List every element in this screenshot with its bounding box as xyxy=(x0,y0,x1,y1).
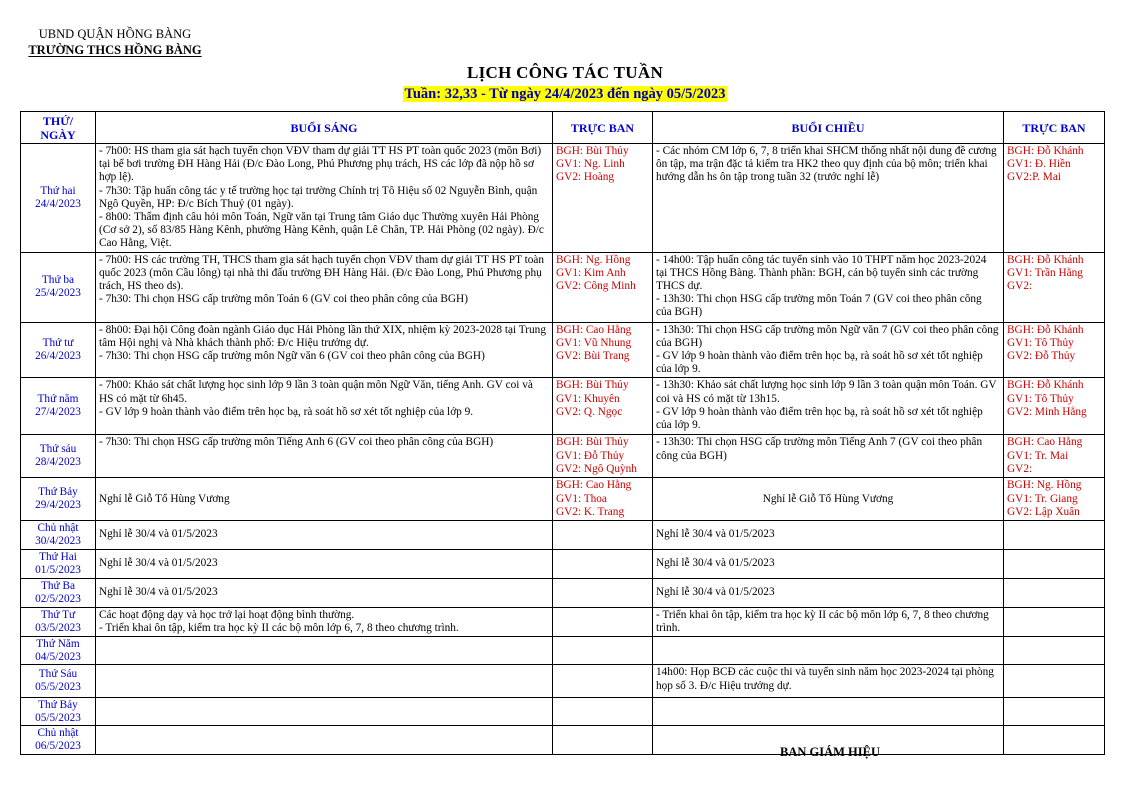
week-range-text: Tuần: 32,33 - Từ ngày 24/4/2023 đến ngày 05/5/2023 xyxy=(404,86,726,102)
table-row xyxy=(21,665,1105,698)
activity-line: - 7h00: HS các trường TH, THCS tham gia sát hạch tuyển chọn VĐV tham dự giải TT HS PT toàn quốc 2023 (môn Cầu lông) tại nhà thi đấu trường ĐH Hàng Hải. (Đ/c Đào Long, Phú Phương phụ trách, HS theo ds). xyxy=(99,253,545,293)
activity-line: Nghỉ lễ Giỗ Tổ Hùng Vương xyxy=(762,492,894,505)
day-cell xyxy=(21,550,96,579)
table-row xyxy=(21,478,1105,521)
day-date: 05/5/2023 xyxy=(35,681,81,694)
duty-afternoon-cell xyxy=(1004,608,1105,637)
table-row xyxy=(21,698,1105,726)
duty-entry: BGH: Bùi Thủy xyxy=(556,436,629,449)
activity-line: - 7h00: Khảo sát chất lượng học sinh lớp 9 lần 3 toàn quận môn Ngữ Văn, tiếng Anh. GV coi và HS có mặt từ 6h45. xyxy=(99,379,533,405)
activity-line: - 7h30: Tập huấn công tác y tế trường học tại trường Chính trị Tô Hiệu số 02 Nguyễn Bình, quận Ngô Quyền, HP: Đ/c Bích Thuỷ (01 ngày). xyxy=(99,184,538,210)
activity-line: - 13h30: Thi chọn HSG cấp trường môn Toán 7 (GV coi theo phân công của BGH) xyxy=(656,293,982,319)
duty-morning-cell xyxy=(553,579,653,608)
table-row xyxy=(21,637,1105,665)
day-date: 05/5/2023 xyxy=(35,711,81,724)
duty-entry: GV1: Tô Thủy xyxy=(1007,336,1074,349)
duty-entry: GV1: Tô Thủy xyxy=(1007,392,1074,405)
afternoon-cell xyxy=(653,435,1004,478)
table-row xyxy=(21,579,1105,608)
day-date: 06/5/2023 xyxy=(35,740,81,753)
day-date: 04/5/2023 xyxy=(35,650,81,663)
col-duty-afternoon-header: TRỰC BAN xyxy=(1004,112,1105,144)
afternoon-cell xyxy=(653,478,1004,521)
activity-line: - 7h30: Thi chọn HSG cấp trường môn Tiếng Anh 6 (GV coi theo phân công của BGH) xyxy=(99,436,494,449)
activity-line: - GV lớp 9 hoàn thành vào điểm trên học bạ, rà soát hồ sơ xét tốt nghiệp của lớp 9. xyxy=(656,405,983,432)
table-row xyxy=(21,521,1105,550)
duty-entry: BGH: Cao Hằng xyxy=(556,479,632,492)
activity-line: - 13h30: Thi chọn HSG cấp trường môn Ngữ văn 7 (GV coi theo phân công của BGH) xyxy=(656,323,999,349)
duty-entry: GV1: Trần Hằng xyxy=(1007,266,1083,279)
day-cell xyxy=(21,665,96,698)
morning-cell xyxy=(96,322,553,378)
duty-entry: BGH: Đỗ Khánh xyxy=(1007,253,1084,266)
duty-entry: BGH: Ng. Hồng xyxy=(556,253,631,266)
duty-afternoon-cell xyxy=(1004,478,1105,521)
duty-entry: GV2: xyxy=(1007,280,1033,293)
duty-afternoon-cell xyxy=(1004,322,1105,378)
morning-cell xyxy=(96,550,553,579)
day-cell xyxy=(21,478,96,521)
table-row xyxy=(21,144,1105,253)
day-name: Thứ Năm xyxy=(36,637,80,650)
day-date: 26/4/2023 xyxy=(35,350,81,363)
col-afternoon-header: BUỔI CHIỀU xyxy=(653,112,1004,144)
afternoon-cell xyxy=(653,521,1004,550)
duty-afternoon-cell xyxy=(1004,637,1105,665)
duty-entry: GV2: Công Minh xyxy=(556,280,636,293)
table-row xyxy=(21,435,1105,478)
duty-entry: GV2: Lập Xuân xyxy=(1007,505,1080,518)
day-cell xyxy=(21,378,96,435)
morning-cell xyxy=(96,698,553,726)
duty-morning-cell xyxy=(553,478,653,521)
duty-morning-cell xyxy=(553,435,653,478)
duty-entry: GV1: Khuyên xyxy=(556,392,620,405)
afternoon-cell xyxy=(653,378,1004,435)
duty-entry: GV1: Tr. Giang xyxy=(1007,492,1078,505)
duty-afternoon-cell xyxy=(1004,144,1105,253)
afternoon-cell xyxy=(653,665,1004,698)
duty-morning-cell xyxy=(553,665,653,698)
page-title: LỊCH CÔNG TÁC TUẦN xyxy=(466,63,664,82)
table-body xyxy=(21,144,1105,755)
day-cell xyxy=(21,322,96,378)
afternoon-cell xyxy=(653,322,1004,378)
day-name: Thứ Bảy xyxy=(38,486,78,499)
day-name: Thứ tư xyxy=(42,336,74,349)
day-name: Thứ Ba xyxy=(40,579,76,592)
duty-afternoon-cell xyxy=(1004,665,1105,698)
table-row xyxy=(21,252,1105,322)
duty-entry: BGH: Đỗ Khánh xyxy=(1007,379,1084,392)
duty-entry: GV2: Ngô Quỳnh xyxy=(556,462,637,475)
afternoon-cell xyxy=(653,579,1004,608)
activity-line: - GV lớp 9 hoàn thành vào điểm trên học bạ, rà soát hồ sơ xét tốt nghiệp của lớp 9. xyxy=(656,350,983,376)
activity-line: Nghỉ lễ 30/4 và 01/5/2023 xyxy=(656,528,775,541)
duty-morning-cell xyxy=(553,608,653,637)
duty-entry: GV2: Minh Hằng xyxy=(1007,405,1087,418)
table-row xyxy=(21,608,1105,637)
afternoon-cell xyxy=(653,252,1004,322)
duty-morning-cell xyxy=(553,521,653,550)
day-cell xyxy=(21,252,96,322)
duty-entry: GV1: Đỗ Thủy xyxy=(556,449,625,462)
col-morning-header: BUỔI SÁNG xyxy=(96,112,553,144)
day-name: Thứ sáu xyxy=(39,443,77,456)
duty-entry: BGH: Cao Hằng xyxy=(1007,436,1083,449)
activity-line: - 8h00: Thẩm định câu hỏi môn Toán, Ngữ văn tại Trung tâm Giáo dục Thường xuyên Hải Phòng (Cơ sở 2), số 83/85 Hàng Kênh, phường Hàng Kênh, quận Lê Chân, TP. Hải Phòng (02 ngày). Đ/c Cao Hằng, Việt. xyxy=(99,211,544,250)
week-subtitle xyxy=(0,86,1130,103)
morning-cell xyxy=(96,252,553,322)
activity-line: - Triển khai ôn tập, kiểm tra học kỳ II các bộ môn lớp 6, 7, 8 theo chương trình. xyxy=(656,609,989,635)
table-row xyxy=(21,726,1105,755)
activity-line: Nghỉ lễ 30/4 và 01/5/2023 xyxy=(99,528,218,541)
afternoon-cell xyxy=(653,550,1004,579)
duty-afternoon-cell xyxy=(1004,550,1105,579)
duty-morning-cell xyxy=(553,726,653,755)
day-name: Thứ Sáu xyxy=(38,668,78,681)
day-date: 24/4/2023 xyxy=(35,197,81,210)
day-name: Thứ Hai xyxy=(39,550,77,563)
day-name: Thứ ba xyxy=(41,273,75,286)
day-date: 25/4/2023 xyxy=(35,287,81,300)
day-cell xyxy=(21,608,96,637)
day-name: Chủ nhật xyxy=(37,727,79,740)
day-cell xyxy=(21,698,96,726)
duty-entry: BGH: Bùi Thủy xyxy=(556,379,629,392)
duty-afternoon-cell xyxy=(1004,521,1105,550)
table-row xyxy=(21,322,1105,378)
activity-line: Nghỉ lễ 30/4 và 01/5/2023 xyxy=(99,586,218,599)
activity-line: - GV lớp 9 hoàn thành vào điểm trên học bạ, rà soát hồ sơ xét tốt nghiệp của lớp 9. xyxy=(99,405,474,418)
morning-cell xyxy=(96,637,553,665)
duty-afternoon-cell xyxy=(1004,698,1105,726)
duty-entry: GV2: K. Trang xyxy=(556,505,625,518)
duty-entry: BGH: Đỗ Khánh xyxy=(1007,323,1084,336)
col-duty-morning-header: TRỰC BAN xyxy=(553,112,653,144)
morning-cell xyxy=(96,726,553,755)
activity-line: - Triển khai ôn tập, kiểm tra học kỳ II các bộ môn lớp 6, 7, 8 theo chương trình. xyxy=(99,622,459,635)
duty-entry: GV2: xyxy=(1007,462,1033,475)
duty-morning-cell xyxy=(553,637,653,665)
duty-entry: GV2: Đỗ Thủy xyxy=(1007,350,1076,363)
activity-line: 14h00: Họp BCĐ các cuộc thi và tuyển sinh năm học 2023-2024 tại phòng họp số 3. Đ/c Hiệu trưởng dự. xyxy=(656,666,994,692)
activity-line: - 14h00: Tập huấn công tác tuyển sinh vào 10 THPT năm học 2023-2024 tại THCS Hồng Bàng. Thành phần: BGH, cán bộ tuyển sinh các trường THCS dự. xyxy=(656,253,987,293)
duty-entry: GV1: Tr. Mai xyxy=(1007,449,1069,462)
morning-cell xyxy=(96,435,553,478)
morning-cell xyxy=(96,608,553,637)
morning-cell xyxy=(96,579,553,608)
activity-line: - 7h30: Thi chọn HSG cấp trường môn Toán 6 (GV coi theo phân công của BGH) xyxy=(99,293,468,306)
table-header-row xyxy=(21,112,1105,144)
table-row xyxy=(21,378,1105,435)
activity-line: - 13h30: Thi chọn HSG cấp trường môn Tiếng Anh 7 (GV coi theo phân công của BGH) xyxy=(656,436,983,462)
day-date: 02/5/2023 xyxy=(35,593,81,606)
duty-entry: BGH: Cao Hằng xyxy=(556,323,632,336)
day-date: 30/4/2023 xyxy=(35,535,81,548)
table-row xyxy=(21,550,1105,579)
day-date: 27/4/2023 xyxy=(35,406,81,419)
day-name: Thứ năm xyxy=(37,393,79,406)
day-name: Thứ Bảy xyxy=(38,698,78,711)
afternoon-cell xyxy=(653,637,1004,665)
day-date: 01/5/2023 xyxy=(35,564,81,577)
duty-entry: GV1: Thoa xyxy=(556,492,607,505)
duty-afternoon-cell xyxy=(1004,252,1105,322)
morning-cell xyxy=(96,144,553,253)
activity-line: - 7h30: Thi chọn HSG cấp trường môn Ngữ văn 6 (GV coi theo phân công của BGH) xyxy=(99,350,485,363)
day-name: Chủ nhật xyxy=(37,521,79,534)
day-cell xyxy=(21,435,96,478)
activity-line: Nghỉ lễ 30/4 và 01/5/2023 xyxy=(99,557,218,570)
duty-entry: GV2:P. Mai xyxy=(1007,171,1061,184)
morning-cell xyxy=(96,665,553,698)
morning-cell xyxy=(96,378,553,435)
organization-header xyxy=(20,26,210,58)
duty-entry: BGH: Đỗ Khánh xyxy=(1007,145,1084,157)
duty-morning-cell xyxy=(553,550,653,579)
day-name: Thứ Tư xyxy=(40,609,76,622)
day-date: 29/4/2023 xyxy=(35,499,81,512)
duty-afternoon-cell xyxy=(1004,579,1105,608)
activity-line: Nghỉ lễ Giỗ Tổ Hùng Vương xyxy=(99,492,230,505)
day-cell xyxy=(21,579,96,608)
duty-entry: GV1: Ng. Linh xyxy=(556,158,625,171)
activity-line: - 7h00: HS tham gia sát hạch tuyển chọn VĐV tham dự giải TT HS PT toàn quốc 2023 (môn Bơi) tại bể bơi trường ĐH Hàng Hải (Đ/c Đào Long, Phú Phương phụ trách, HS các lớp đã nộp hồ sơ hợp lệ). xyxy=(99,145,542,184)
day-cell xyxy=(21,637,96,665)
day-cell xyxy=(21,144,96,253)
duty-entry: GV1: Kim Anh xyxy=(556,266,626,279)
duty-morning-cell xyxy=(553,322,653,378)
duty-entry: GV2: Bùi Trang xyxy=(556,350,630,363)
activity-line: - 13h30: Khảo sát chất lượng học sinh lớp 9 lần 3 toàn quận môn Toán. GV coi và HS có mặt từ 13h15. xyxy=(656,379,997,405)
duty-entry: BGH: Ng. Hồng xyxy=(1007,479,1082,492)
duty-afternoon-cell xyxy=(1004,378,1105,435)
activity-line: Nghỉ lễ 30/4 và 01/5/2023 xyxy=(656,557,775,570)
duty-afternoon-cell xyxy=(1004,726,1105,755)
duty-entry: GV1: Đ. Hiền xyxy=(1007,158,1071,171)
activity-line: - Các nhóm CM lớp 6, 7, 8 triển khai SHCM thống nhất nội dung đề cương ôn tập, ma trận đặc tả kiểm tra HK2 theo quy định của bộ môn; triển khai hướng dẫn hs ôn tập trong tuần 32 (trước nghỉ lễ) xyxy=(656,145,997,184)
afternoon-cell xyxy=(653,698,1004,726)
duty-entry: BGH: Bùi Thủy xyxy=(556,145,629,157)
col-day-header: THỨ/ NGÀY xyxy=(21,112,96,144)
day-date: 28/4/2023 xyxy=(35,456,81,469)
schedule-table xyxy=(20,111,1105,755)
activity-line: - 8h00: Đại hội Công đoàn ngành Giáo dục Hải Phòng lần thứ XIX, nhiệm kỳ 2023-2028 tại Trung tâm Hội nghị và Nhà khách thành phố: Đ/c Hiệu trưởng dự. xyxy=(99,323,546,349)
morning-cell xyxy=(96,521,553,550)
afternoon-cell xyxy=(653,608,1004,637)
day-date: 03/5/2023 xyxy=(35,622,81,635)
district-name: UBND QUẬN HỒNG BÀNG xyxy=(38,27,192,41)
morning-cell xyxy=(96,478,553,521)
activity-line: Các hoạt động dạy và học trở lại hoạt động bình thường. xyxy=(99,609,355,622)
duty-morning-cell xyxy=(553,144,653,253)
day-cell xyxy=(21,521,96,550)
duty-entry: GV2: Hoàng xyxy=(556,171,615,184)
duty-afternoon-cell xyxy=(1004,435,1105,478)
day-cell xyxy=(21,726,96,755)
school-name: TRƯỜNG THCS HỒNG BÀNG xyxy=(28,43,202,57)
afternoon-cell xyxy=(653,144,1004,253)
day-name: Thứ hai xyxy=(40,184,76,197)
activity-line: Nghỉ lễ 30/4 và 01/5/2023 xyxy=(656,586,775,599)
duty-morning-cell xyxy=(553,252,653,322)
signature-label: BAN GIÁM HIỆU xyxy=(780,745,881,759)
duty-morning-cell xyxy=(553,698,653,726)
duty-entry: GV2: Q. Ngọc xyxy=(556,405,623,418)
duty-entry: GV1: Vũ Nhung xyxy=(556,336,632,349)
duty-morning-cell xyxy=(553,378,653,435)
